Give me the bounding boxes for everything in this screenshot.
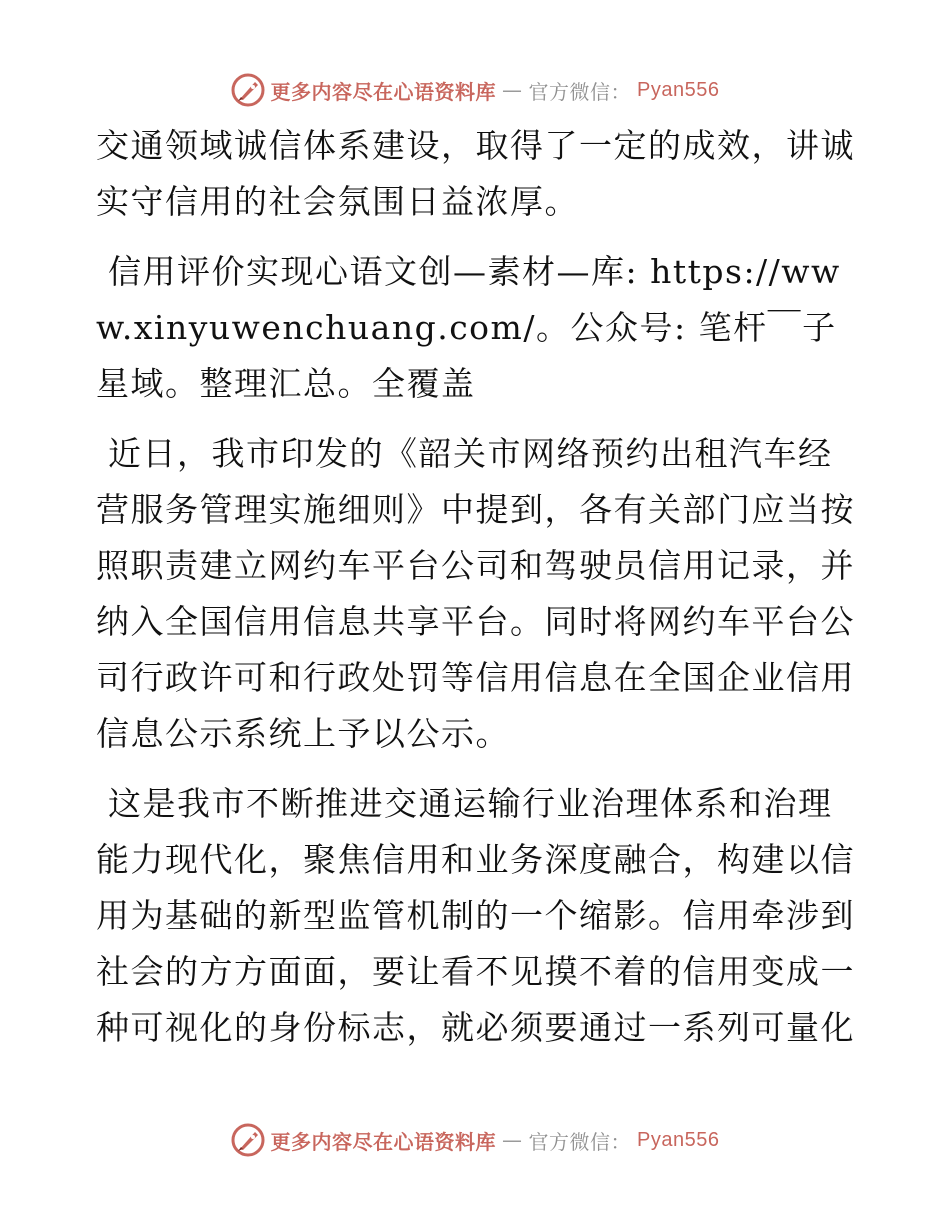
paragraph-2: 信用评价实现心语文创—素材—库: https://www.xinyuwenchuang.com/。公众号: 笔杆￣子星域。整理汇总。全覆盖 bbox=[96, 252, 841, 403]
paragraph-1: 交通领域诚信体系建设，取得了一定的成效，讲诚实守信用的社会氛围日益浓厚。 bbox=[96, 126, 855, 221]
banner-main-text: 更多内容尽在心语资料库 bbox=[270, 1129, 497, 1154]
paragraph-3: 近日，我市印发的《韶关市网络预约出租汽车经营服务管理实施细则》中提到，各有关部门应当按照职责建立网约车平台公司和驾驶员信用记录，并纳入全国信用信息共享平台。同时将网约车平台公司行政许可和行政处罚等信用信息在全国企业信用信息公示系统上予以公示。 bbox=[96, 434, 855, 753]
banner-separator: — bbox=[502, 1128, 523, 1152]
quill-pen-logo-icon bbox=[231, 1123, 265, 1157]
banner-main-text: 更多内容尽在心语资料库 bbox=[270, 79, 497, 104]
banner-wechat-id: Pyan556 bbox=[637, 1128, 720, 1151]
header-banner bbox=[0, 70, 950, 110]
quill-pen-logo-icon bbox=[231, 73, 265, 107]
banner-wechat-label: 官方微信： bbox=[528, 79, 632, 104]
paragraph-4: 这是我市不断推进交通运输行业治理体系和治理能力现代化，聚焦信用和业务深度融合，构建以信用为基础的新型监管机制的一个缩影。信用牵涉到社会的方方面面，要让看不见摸不着的信用变成一种可视化的身份标志，就必须要通过一系列可量化 bbox=[96, 784, 855, 1047]
document-body bbox=[96, 118, 856, 1070]
footer-banner bbox=[0, 1120, 950, 1160]
banner-separator: — bbox=[502, 78, 523, 102]
banner-wechat-id: Pyan556 bbox=[637, 78, 720, 101]
banner-wechat-label: 官方微信： bbox=[528, 1129, 632, 1154]
